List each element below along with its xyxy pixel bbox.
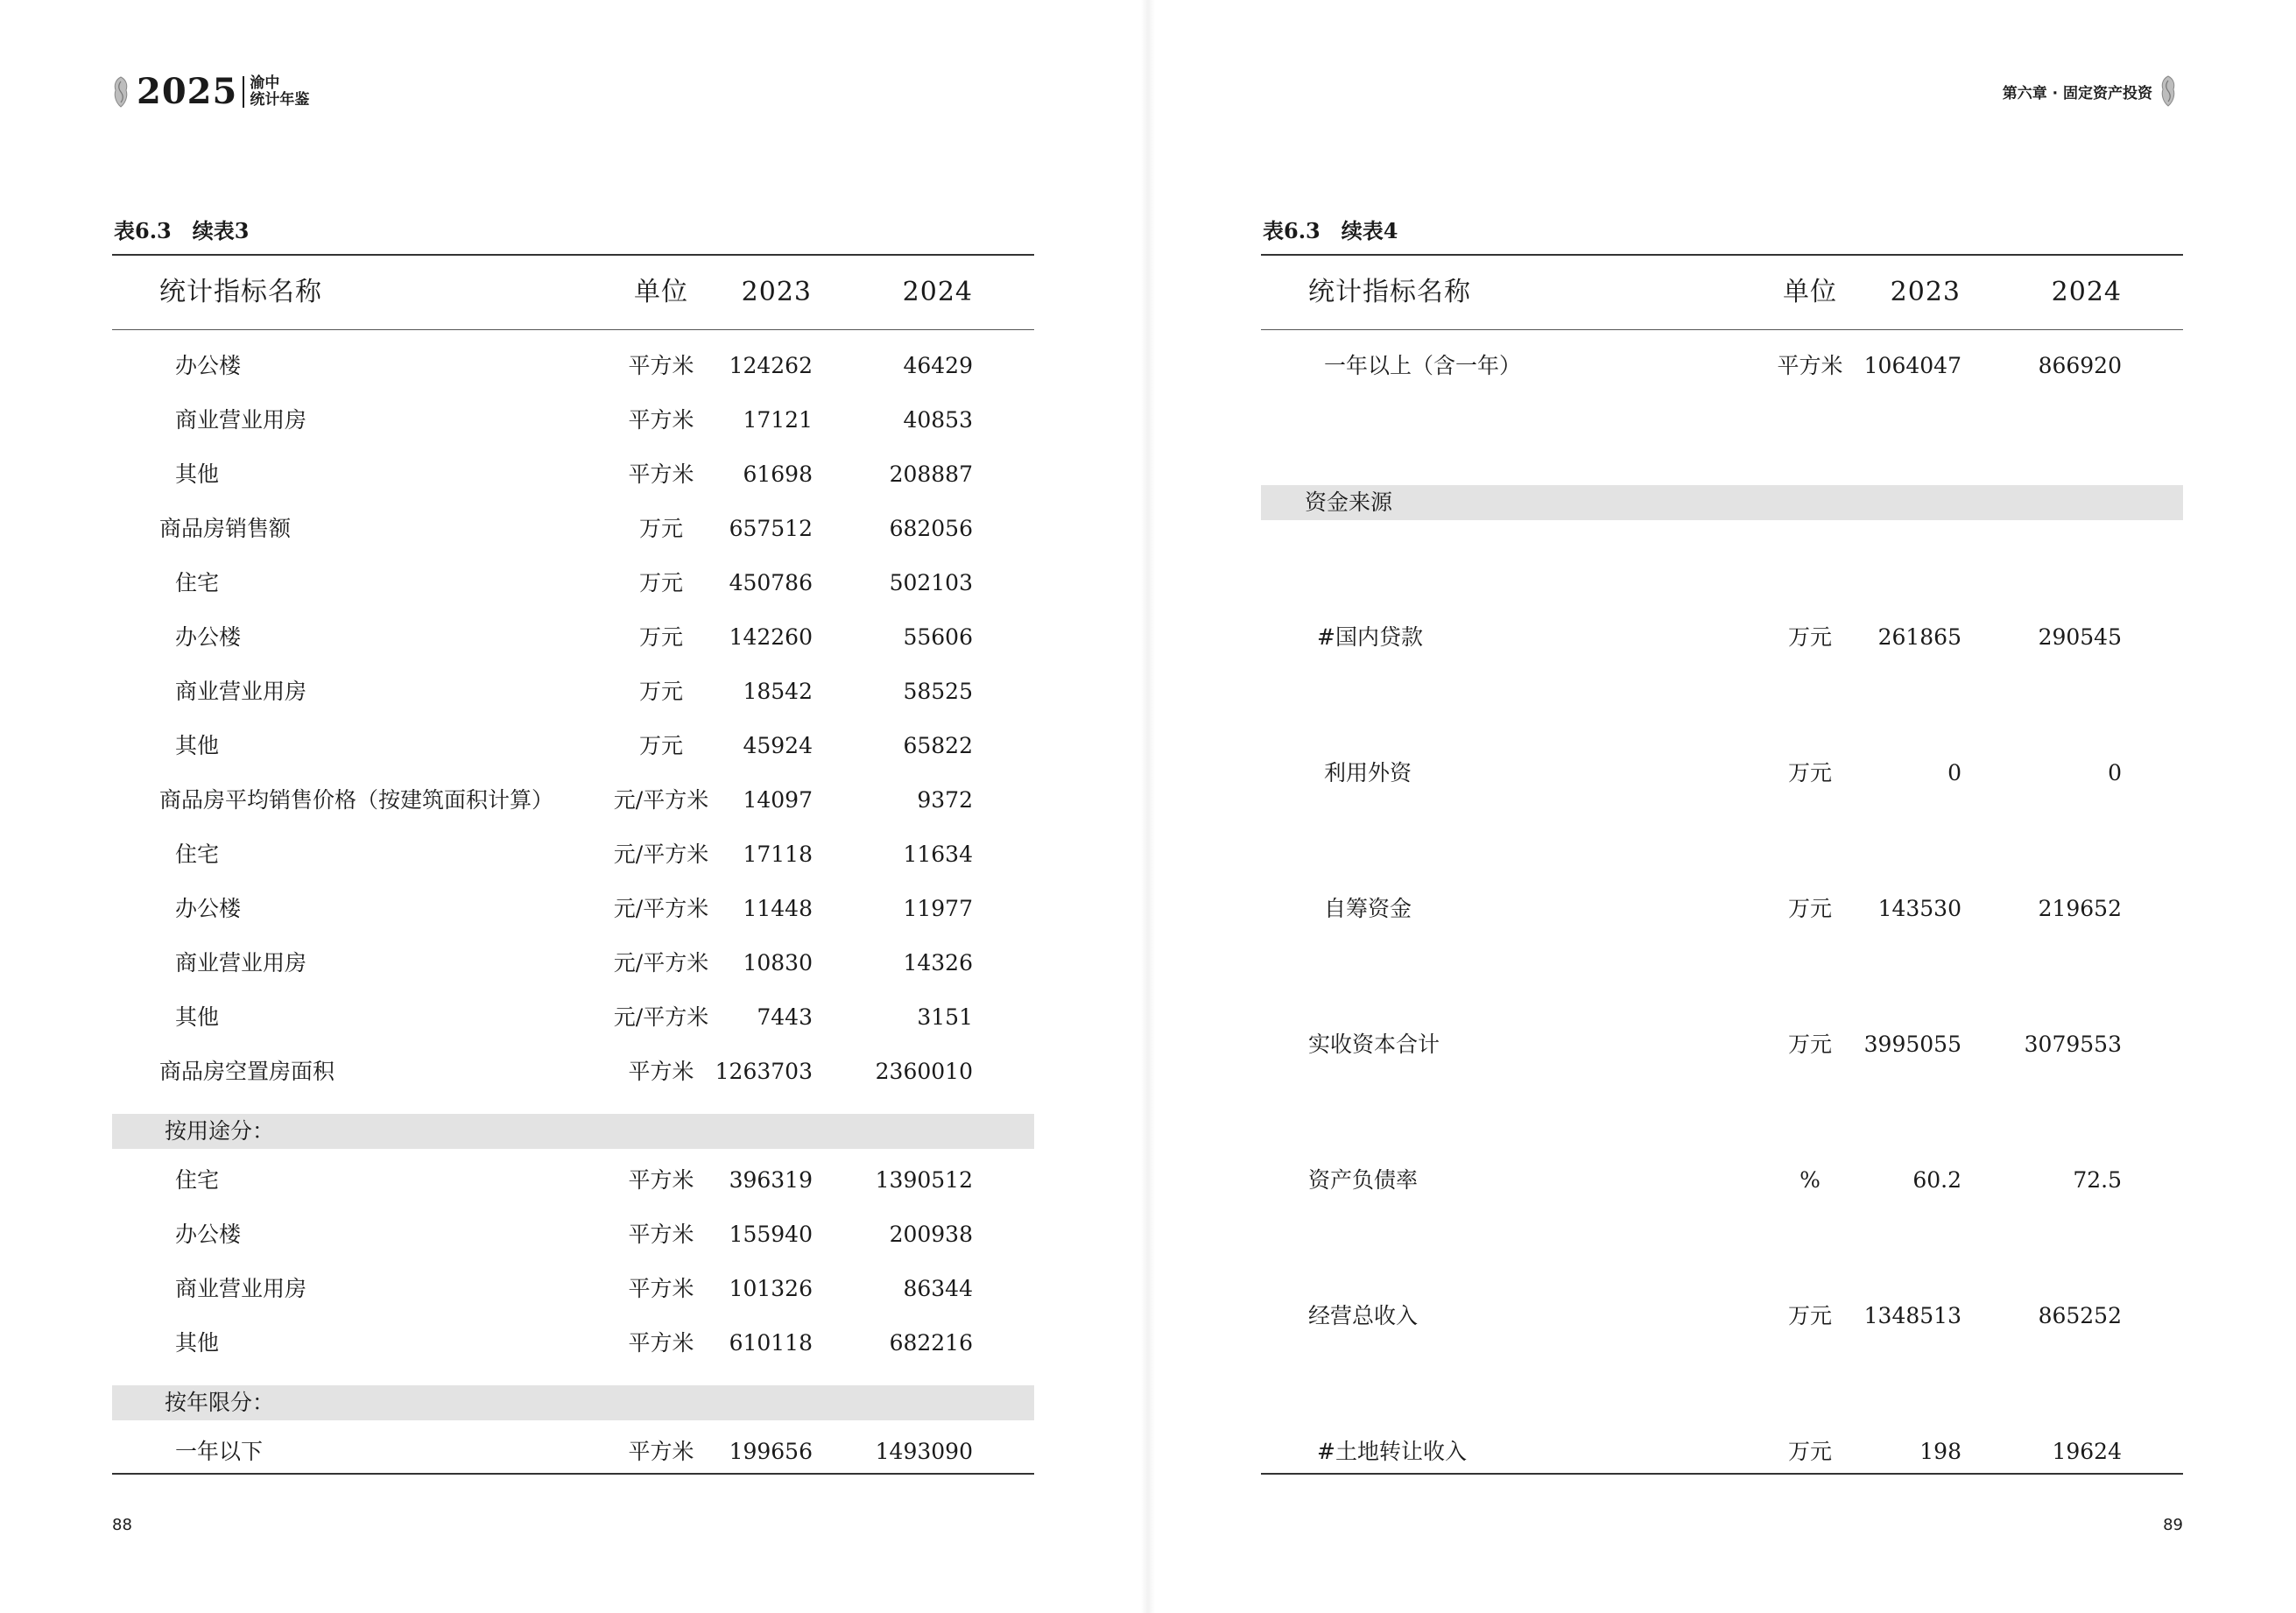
unit-cell: 平方米 [628,407,694,433]
value-2023: 61698 [743,461,813,487]
unit-cell: 元/平方米 [613,950,709,976]
value-2024: 14326 [903,950,973,976]
value-2023: 1348513 [1863,1303,1961,1328]
value-2024: 208887 [889,461,973,487]
indicator-name: 商品房平均销售价格（按建筑面积计算） [159,787,554,813]
value-2024: 55606 [903,624,973,650]
value-2024: 19624 [2052,1439,2122,1464]
table-top-rule [1261,254,2183,256]
value-2024: 502103 [889,570,973,595]
value-2024: 65822 [903,733,973,758]
header-divider [243,76,244,108]
col-header-2024: 2024 [902,277,973,307]
table-row [1261,890,2183,928]
value-2024: 40853 [903,407,973,433]
table-row [112,455,1034,494]
value-2023: 11448 [743,896,813,921]
indicator-name: 其他 [175,461,220,487]
unit-cell: 平方米 [628,1439,694,1464]
indicator-name: 商业营业用房 [175,407,307,433]
table-row [112,944,1034,983]
table-header-row [112,273,1034,312]
value-2023: 261865 [1877,624,1961,650]
table-row [112,835,1034,874]
value-2023: 142260 [729,624,813,650]
table-row [112,890,1034,928]
value-2023: 0 [1947,760,1961,785]
value-2024: 865252 [2038,1303,2122,1328]
table-row [112,401,1034,440]
value-2023: 610118 [729,1330,813,1356]
indicator-name: 商业营业用房 [175,950,307,976]
value-2024: 1493090 [875,1439,973,1464]
indicator-name: 商业营业用房 [175,1276,307,1301]
emblem-icon [2159,75,2177,107]
value-2023: 18542 [743,679,813,704]
value-2024: 866920 [2038,353,2122,378]
value-2023: 1263703 [715,1059,813,1084]
unit-cell: 元/平方米 [613,842,709,867]
unit-cell: 元/平方米 [613,787,709,813]
value-2024: 682056 [889,516,973,541]
table-row [112,1053,1034,1091]
indicator-name: 其他 [175,1330,220,1356]
value-2023: 155940 [729,1222,813,1247]
value-2023: 14097 [743,787,813,813]
value-2024: 86344 [903,1276,973,1301]
unit-cell: 万元 [1787,624,1832,650]
unit-cell: 元/平方米 [613,1004,709,1030]
section-band-row [112,1385,1034,1420]
unit-cell: 万元 [638,733,683,758]
value-2024: 3079553 [2024,1032,2122,1057]
indicator-name: 住宅 [175,570,220,595]
indicator-name: 办公楼 [175,353,242,378]
value-2024: 219652 [2038,896,2122,921]
section-band-row [1261,485,2183,520]
unit-cell: 平方米 [1777,353,1843,378]
value-2023: 124262 [729,353,813,378]
table-row [112,998,1034,1037]
unit-cell: 元/平方米 [613,896,709,921]
unit-cell: 平方米 [628,1059,694,1084]
value-2023: 450786 [729,570,813,595]
value-2024: 2360010 [875,1059,973,1084]
table-row [1261,1433,2183,1471]
unit-cell: 万元 [638,570,683,595]
value-2024: 9372 [917,787,973,813]
header-book-title-line2: 统计年鉴 [250,91,310,109]
page-number: 89 [2163,1516,2183,1534]
unit-cell: % [1799,1167,1821,1193]
col-header-2023: 2023 [741,277,812,307]
col-header-unit: 单位 [634,277,688,307]
header-book-title-line1: 渝中 [250,74,280,92]
table-title: 表6.3 续表3 [114,218,250,243]
unit-cell: 万元 [638,624,683,650]
table-row [1261,1161,2183,1200]
table-row [112,564,1034,602]
table-bottom-rule [112,1473,1034,1475]
table-row [112,1270,1034,1308]
value-2023: 143530 [1877,896,1961,921]
table-row [112,1161,1034,1200]
indicator-name: 利用外资 [1324,760,1412,785]
table-row [112,347,1034,385]
indicator-name: 资产负债率 [1308,1167,1419,1193]
indicator-name: 办公楼 [175,1222,242,1247]
value-2024: 0 [2108,760,2122,785]
table-row [112,1433,1034,1471]
value-2023: 17118 [743,842,813,867]
value-2024: 1390512 [875,1167,973,1193]
indicator-name: 实收资本合计 [1308,1032,1440,1057]
value-2023: 101326 [729,1276,813,1301]
section-label: 按用途分： [165,1118,275,1144]
value-2024: 3151 [917,1004,973,1030]
unit-cell: 万元 [1787,1439,1832,1464]
emblem-icon [112,76,130,108]
col-header-unit: 单位 [1783,277,1837,307]
section-label: 按年限分： [165,1390,275,1415]
section-band-row [112,1114,1034,1149]
indicator-name: #国内贷款 [1317,624,1423,650]
indicator-name: 一年以上（含一年） [1324,353,1522,378]
unit-cell: 万元 [638,516,683,541]
page-number: 88 [112,1516,132,1534]
header-book-title [250,75,309,109]
indicator-name: 其他 [175,733,220,758]
yearbook-logo [112,70,309,114]
col-header-indicator: 统计指标名称 [159,277,322,307]
unit-cell: 万元 [1787,760,1832,785]
table-header-rule [1261,329,2183,330]
table-row [112,1324,1034,1363]
table-header-rule [112,329,1034,330]
unit-cell: 万元 [1787,1303,1832,1328]
col-header-2024: 2024 [2051,277,2122,307]
table-row [1261,347,2183,385]
indicator-name: 商业营业用房 [175,679,307,704]
book-spine-shadow [1141,0,1155,1613]
col-header-indicator: 统计指标名称 [1308,277,1471,307]
section-label: 资金来源 [1305,490,1393,515]
chapter-title: 第六章 · 固定资产投资 [2002,84,2152,102]
value-2024: 11634 [903,842,973,867]
indicator-name: 其他 [175,1004,220,1030]
table-row [1261,1025,2183,1064]
value-2023: 657512 [729,516,813,541]
chapter-header [2003,74,2184,109]
table-bottom-rule [1261,1473,2183,1475]
table-row [112,727,1034,765]
indicator-name: 住宅 [175,1167,220,1193]
table-top-rule [112,254,1034,256]
value-2023: 60.2 [1912,1167,1961,1193]
unit-cell: 平方米 [628,1167,694,1193]
table-header-row [1261,273,2183,312]
col-header-2023: 2023 [1890,277,1961,307]
table-row [112,673,1034,711]
value-2024: 58525 [903,679,973,704]
unit-cell: 平方米 [628,1276,694,1301]
indicator-name: 办公楼 [175,624,242,650]
value-2023: 3995055 [1863,1032,1961,1057]
unit-cell: 平方米 [628,353,694,378]
unit-cell: 万元 [1787,896,1832,921]
unit-cell: 平方米 [628,1330,694,1356]
indicator-name: 住宅 [175,842,220,867]
value-2023: 396319 [729,1167,813,1193]
indicator-name: 一年以下 [175,1439,264,1464]
table-row [1261,1297,2183,1335]
value-2023: 198 [1919,1439,1961,1464]
value-2024: 46429 [903,353,973,378]
value-2024: 72.5 [2073,1167,2122,1193]
value-2024: 290545 [2038,624,2122,650]
value-2024: 11977 [903,896,973,921]
indicator-name: 经营总收入 [1308,1303,1419,1328]
table-row [1261,754,2183,792]
table-row [112,781,1034,820]
indicator-name: #土地转让收入 [1317,1439,1467,1464]
table-row [1261,618,2183,657]
table-row [112,1215,1034,1254]
unit-cell: 平方米 [628,461,694,487]
value-2023: 7443 [757,1004,813,1030]
indicator-name: 商品房销售额 [159,516,292,541]
value-2023: 17121 [743,407,813,433]
value-2023: 1064047 [1863,353,1961,378]
header-year: 2025 [137,71,238,112]
value-2023: 45924 [743,733,813,758]
indicator-name: 商品房空置房面积 [159,1059,335,1084]
value-2024: 682216 [889,1330,973,1356]
table-row [112,618,1034,657]
table-row [112,510,1034,548]
unit-cell: 万元 [638,679,683,704]
indicator-name: 办公楼 [175,896,242,921]
indicator-name: 自筹资金 [1324,896,1412,921]
value-2023: 199656 [729,1439,813,1464]
value-2024: 200938 [889,1222,973,1247]
unit-cell: 万元 [1787,1032,1832,1057]
table-title: 表6.3 续表4 [1263,218,1398,243]
unit-cell: 平方米 [628,1222,694,1247]
value-2023: 10830 [743,950,813,976]
